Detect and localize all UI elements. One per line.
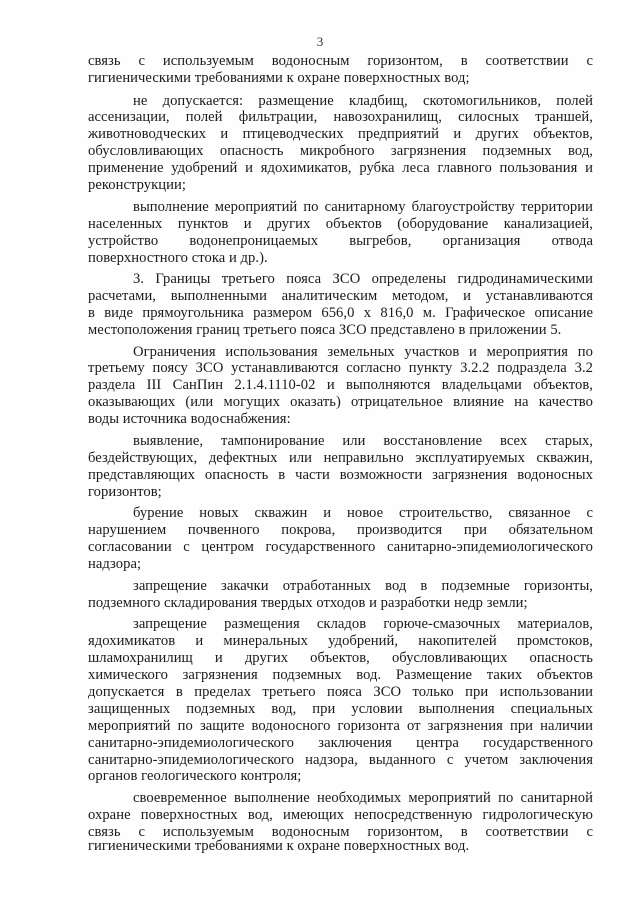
text-line: связь с используемым водоносным горизонтом, в соответствии с [88, 823, 593, 840]
text-line: запрещение размещения складов горюче-смазочных материалов, [133, 616, 593, 633]
text-line: воды источника водоснабжения: [88, 411, 291, 428]
text-line: выполнение мероприятий по санитарному благоустройству территории [133, 198, 593, 215]
text-line: гигиеническими требованиями к охране поверхностных вод; [88, 69, 470, 86]
text-line: бурение новых скважин и новое строительство, связанное с [133, 505, 593, 522]
text-line: представляющих опасность в части возможности загрязнения водоносных [88, 466, 593, 483]
text-line: мероприятий по защите водоносного горизонта от загрязнения при наличии [88, 717, 593, 734]
text-line: третьему поясу ЗСО устанавливаются согласно пункту 3.2.2 подраздела 3.2 [88, 360, 593, 377]
text-line: применение удобрений и ядохимикатов, рубка леса главного пользования и [88, 160, 593, 177]
text-line: реконструкции; [88, 177, 186, 194]
text-line: своевременное выполнение необходимых мероприятий по санитарной [133, 790, 593, 807]
text-line: 3. Границы третьего пояса ЗСО определены гидродинамическими [133, 271, 593, 288]
text-line: ядохимикатов и минеральных удобрений, накопителей промстоков, [88, 633, 593, 650]
text-line: связь с используемым водоносным горизонтом, в соответствии с [88, 53, 593, 69]
text-line: в виде прямоугольника размером 656,0 х 816,0 м. Графическое описание [88, 305, 593, 321]
text-line: допускается в пределах третьего пояса ЗСО только при использовании [88, 683, 593, 700]
text-line: местоположения границ третьего пояса ЗСО представлено в приложении 5. [88, 321, 562, 338]
text-line: расчетами, выполненными аналитическим методом, и устанавливаются [88, 288, 593, 304]
text-line: животноводческих и птицеводческих предприятий и других объектов, [88, 126, 593, 143]
text-line: согласовании с центром государственного санитарно-эпидемиологического [88, 539, 593, 555]
text-line: устройство водонепроницаемых выгребов, организация отвода [88, 232, 593, 249]
text-line: подземного складирования твердых отходов и разработки недр земли; [88, 594, 528, 611]
text-line: запрещение закачки отработанных вод в подземные горизонты, [133, 577, 593, 594]
text-line: шламохранилищ и других объектов, обусловливающих опасность [88, 650, 593, 666]
text-line: гигиеническими требованиями к охране поверхностных вод. [88, 838, 470, 854]
text-line: не допускается: размещение кладбищ, скотомогильников, полей [133, 92, 593, 109]
text-line: бездействующих, дефектных или неправильно эксплуатируемых скважин, [88, 449, 593, 466]
text-line: оказывающих (или могущих оказать) отрицательное влияние на качество [88, 394, 593, 411]
text-line: поверхностного стока и др.). [88, 249, 268, 266]
text-line: охране поверхностных вод, имеющих непосредственную гидрологическую [88, 807, 593, 823]
text-line: нарушением почвенного покрова, производится при обязательном [88, 522, 593, 539]
text-line: химического загрязнения подземных вод. Размещение таких объектов [88, 666, 593, 683]
text-line: раздела III СанПин 2.1.4.1110-02 и выполняются владельцами объектов, [88, 377, 593, 394]
text-line: защищенных подземных вод, при условии выполнения специальных [88, 700, 593, 717]
text-line: обусловливающих опасность микробного загрязнения подземных вод, [88, 143, 593, 160]
text-line: органов геологического контроля; [88, 768, 302, 785]
text-line: Ограничения использования земельных участков и мероприятия по [133, 343, 593, 360]
text-line: надзора; [88, 556, 142, 572]
text-line: населенных пунктов и других объектов (оборудование канализацией, [88, 215, 593, 232]
page-number: 3 [316, 34, 324, 49]
text-line: горизонтов; [88, 483, 162, 500]
text-line: санитарно-эпидемиологического заключения центра государственного [88, 734, 593, 751]
text-line: ассенизации, полей фильтрации, навозохранилищ, силосных траншей, [88, 109, 593, 126]
text-line: санитарно-эпидемиологического надзора, выданного с учетом заключения [88, 751, 593, 768]
text-line: выявление, тампонирование или восстановление всех старых, [133, 432, 593, 449]
